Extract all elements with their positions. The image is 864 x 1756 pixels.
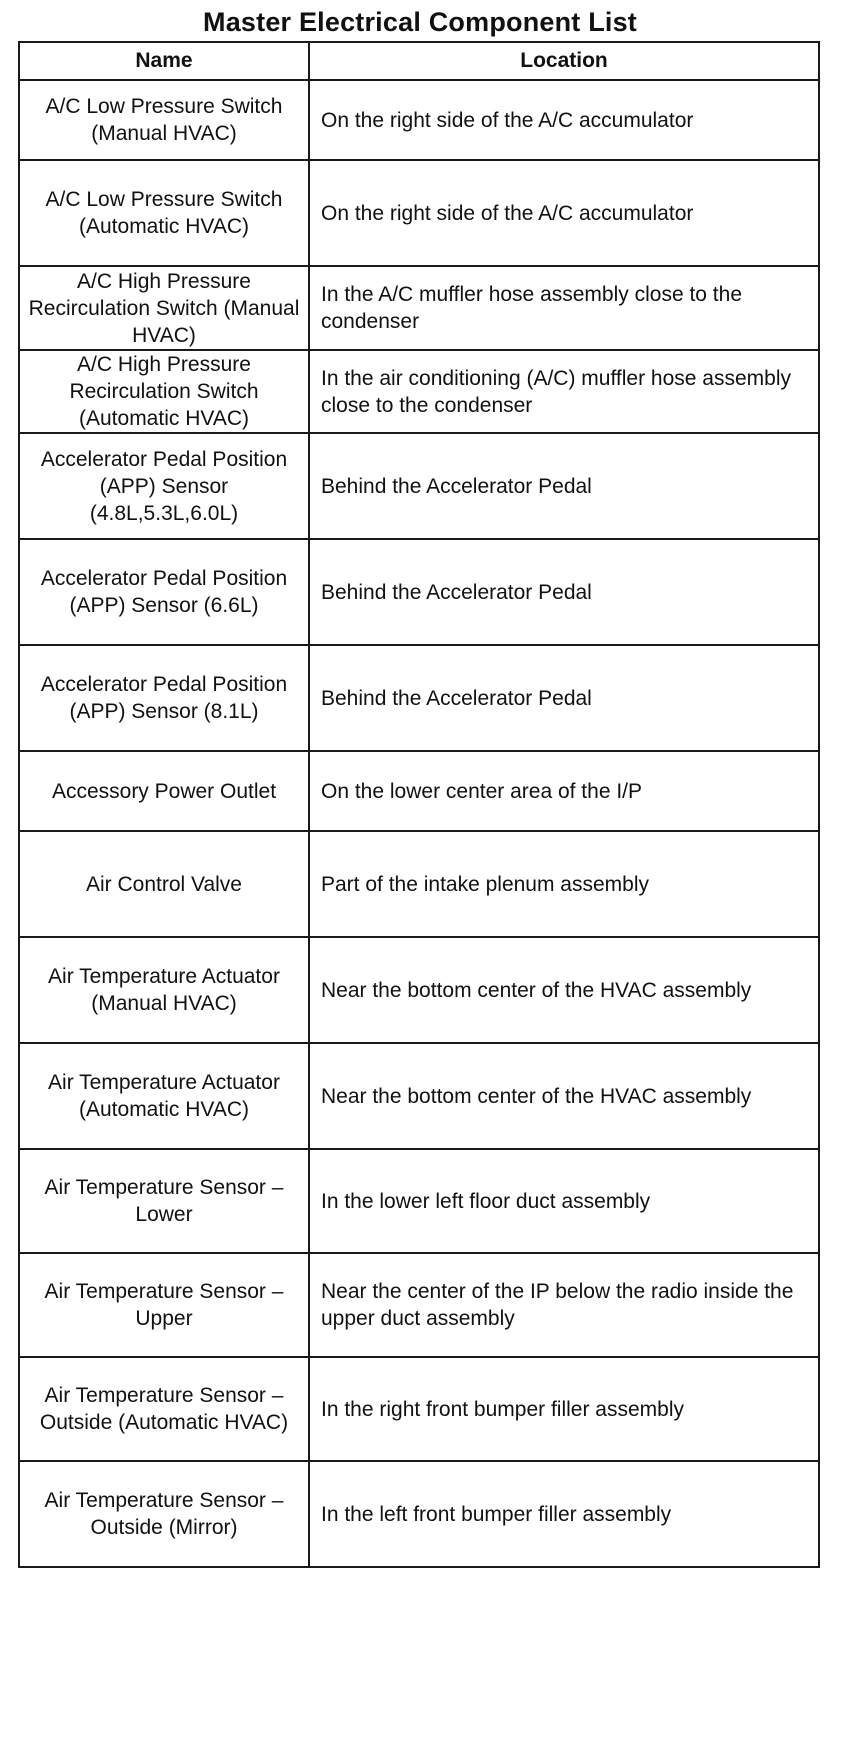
component-name: Air Temperature Actuator (Automatic HVAC): [19, 1043, 309, 1149]
component-name: Air Temperature Sensor – Outside (Automatic HVAC): [19, 1357, 309, 1461]
table-row: [19, 645, 819, 751]
header-row: [19, 42, 819, 80]
component-location: In the A/C muffler hose assembly close to the condenser: [309, 266, 819, 350]
component-location: Near the bottom center of the HVAC assembly: [309, 937, 819, 1043]
component-location: On the right side of the A/C accumulator: [309, 160, 819, 266]
table-row: [19, 1461, 819, 1567]
table-row: [19, 266, 819, 350]
component-name: A/C Low Pressure Switch (Manual HVAC): [19, 80, 309, 160]
table-row: [19, 1253, 819, 1357]
table-row: [19, 350, 819, 433]
table-row: [19, 831, 819, 937]
component-location: Part of the intake plenum assembly: [309, 831, 819, 937]
table-row: [19, 433, 819, 539]
table-row: [19, 937, 819, 1043]
component-name: Air Temperature Sensor – Lower: [19, 1149, 309, 1253]
table-row: [19, 160, 819, 266]
component-name: Air Control Valve: [19, 831, 309, 937]
component-name: Air Temperature Sensor – Upper: [19, 1253, 309, 1357]
component-name: Accelerator Pedal Position (APP) Sensor (8.1L): [19, 645, 309, 751]
table-row: [19, 1357, 819, 1461]
table-body: [19, 80, 819, 1567]
component-location: In the left front bumper filler assembly: [309, 1461, 819, 1567]
column-header-name: Name: [19, 42, 309, 80]
component-name: A/C Low Pressure Switch (Automatic HVAC): [19, 160, 309, 266]
component-name: A/C High Pressure Recirculation Switch (Manual HVAC): [19, 266, 309, 350]
component-name: Accelerator Pedal Position (APP) Sensor (6.6L): [19, 539, 309, 645]
component-location: In the air conditioning (A/C) muffler hose assembly close to the condenser: [309, 350, 819, 433]
component-location: Behind the Accelerator Pedal: [309, 645, 819, 751]
table-row: [19, 751, 819, 831]
component-location: Behind the Accelerator Pedal: [309, 433, 819, 539]
table-header: [19, 42, 819, 80]
column-header-location: Location: [309, 42, 819, 80]
component-location: Near the center of the IP below the radio inside the upper duct assembly: [309, 1253, 819, 1357]
component-name: Air Temperature Actuator (Manual HVAC): [19, 937, 309, 1043]
table-row: [19, 80, 819, 160]
component-location: Near the bottom center of the HVAC assembly: [309, 1043, 819, 1149]
table-row: [19, 1149, 819, 1253]
component-location: In the lower left floor duct assembly: [309, 1149, 819, 1253]
component-name: Accelerator Pedal Position (APP) Sensor (4.8L,5.3L,6.0L): [19, 433, 309, 539]
component-name: A/C High Pressure Recirculation Switch (Automatic HVAC): [19, 350, 309, 433]
component-location: On the right side of the A/C accumulator: [309, 80, 819, 160]
document-title: Master Electrical Component List: [203, 7, 637, 37]
component-location: On the lower center area of the I/P: [309, 751, 819, 831]
table-row: [19, 539, 819, 645]
component-name: Air Temperature Sensor – Outside (Mirror): [19, 1461, 309, 1567]
component-location: In the right front bumper filler assembly: [309, 1357, 819, 1461]
table-row: [19, 1043, 819, 1149]
component-name: Accessory Power Outlet: [19, 751, 309, 831]
component-table: [18, 41, 820, 1568]
component-location: Behind the Accelerator Pedal: [309, 539, 819, 645]
